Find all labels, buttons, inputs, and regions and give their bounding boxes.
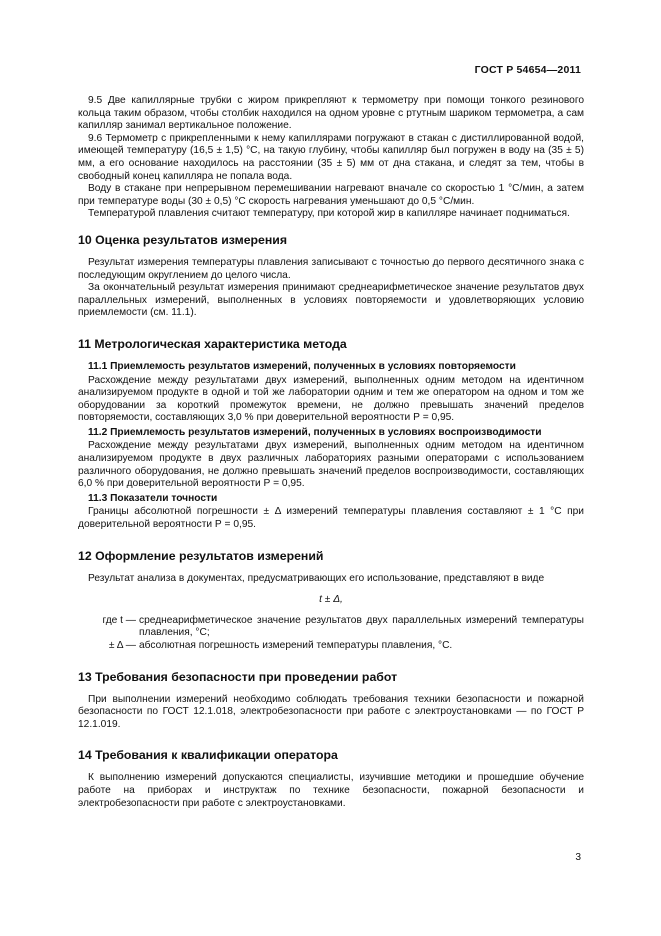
subsection-11-3-heading: 11.3 Показатели точности — [88, 492, 218, 504]
section-12-heading: 12 Оформление результатов измерений — [78, 548, 324, 563]
paragraph-9-5: 9.5 Две капиллярные трубки с жиром прикрепляют к термометру при помощи тонкого резинового кольца таким образом, чтобы столбик находился на одном уровне с ртутным шариком термометра, а сам капилляр занимал вертикальное положение. — [78, 95, 584, 132]
section-11-heading: 11 Метрологическая характеристика метода — [78, 336, 347, 351]
paragraph-9-6: 9.6 Термометр с прикрепленными к нему капиллярами погружают в стакан с дистиллированной водой, имеющей температуру (16,5 ± 1,5) °С, на такую глубину, чтобы капилляр был погружен в воду на (35 ± 5) мм, а его основание находилось на расстоянии (35 ± 5) мм от дна стакана, и следят за тем, чтобы в свободный конец капилляра не попала вода. — [78, 132, 584, 182]
section-13-paragraph: При выполнении измерений необходимо соблюдать требования техники безопасности и пожарной безопасности по ГОСТ 12.1.018, электробезопасности при работе с электроустановками — по ГОСТ Р 12.1.019. — [78, 693, 584, 730]
subsection-11-3-text: Границы абсолютной погрешности ± Δ измерений температуры плавления составляют ± 1 °С при доверительной вероятности Р = 0,95. — [78, 506, 584, 531]
paragraph-heating: Воду в стакане при непрерывном перемешивании нагревают вначале со скоростью 1 °С/мин, а затем при температуре воды (30 ± 0,5) °С скорость нагревания уменьшают до 0,5 °С/мин. — [78, 183, 584, 207]
section-10-paragraph-2: За окончательный результат измерения принимают среднеарифметическое значение результатов двух параллельных измерений, выполненных в условиях повторяемости и удовлетворяющих условию приемлемости (см. 11.1). — [78, 282, 584, 319]
section-10-heading: 10 Оценка результатов измерения — [78, 232, 288, 247]
page-content — [78, 95, 584, 810]
section-14-heading: 14 Требования к квалификации оператора — [78, 748, 338, 763]
section-12-paragraph: Результат анализа в документах, предусматривающих его использование, представляют в виде — [88, 572, 545, 584]
paragraph-melting-point: Температурой плавления считают температуру, при которой жир в капилляре начинает подниматься. — [88, 208, 570, 220]
where-definition-delta — [78, 640, 584, 653]
subsection-11-2-text: Расхождение между результатами двух измерений, выполненных одним методом на идентичном анализируемом продукте в двух различных лабораториях разными операторами с использованием различного оборудования, не должно превышать значений пределов воспроизводимости, составляющих 6,0 % при доверительной вероятности Р = 0,95. — [78, 440, 584, 490]
where-symbol-delta: ± Δ — — [108, 640, 136, 651]
page-number: 3 — [575, 852, 581, 863]
where-definition-t — [78, 615, 584, 640]
result-formula: t ± Δ, — [319, 594, 343, 606]
section-13-heading: 13 Требования безопасности при проведении работ — [78, 669, 398, 684]
section-14-paragraph: К выполнению измерений допускаются специалисты, изучившие методики и прошедшие обучение работе на приборах и инструктаж по технике безопасности, пожарной безопасности и электробезопасности при работе с электроустановками. — [78, 772, 584, 809]
section-10-paragraph-1: Результат измерения температуры плавления записывают с точностью до первого десятичного знака с последующим округлением до целого числа. — [78, 256, 584, 281]
where-text-delta: абсолютная погрешность измерений температуры плавления, °С. — [139, 640, 453, 651]
subsection-11-1-heading: 11.1 Приемлемость результатов измерений, полученных в условиях повторяемости — [88, 360, 516, 372]
subsection-11-2-heading: 11.2 Приемлемость результатов измерений, полученных в условиях воспроизводимости — [88, 426, 542, 438]
where-text-t: среднеарифметическое значение результатов двух параллельных измерений температуры плавления, °С; — [139, 614, 584, 639]
standard-header: ГОСТ Р 54654—2011 — [474, 64, 581, 76]
where-symbol-t: где t — — [102, 614, 136, 626]
subsection-11-1-text: Расхождение между результатами двух измерений, выполненных одним методом на идентичном анализируемом продукте в одной и той же лаборатории одним и тем же оператором на одном и том же оборудовании за короткий промежуток времени, не должно превышать значений пределов повторяемости, составляющих 3,0 % при доверительной вероятности Р = 0,95. — [78, 374, 584, 424]
